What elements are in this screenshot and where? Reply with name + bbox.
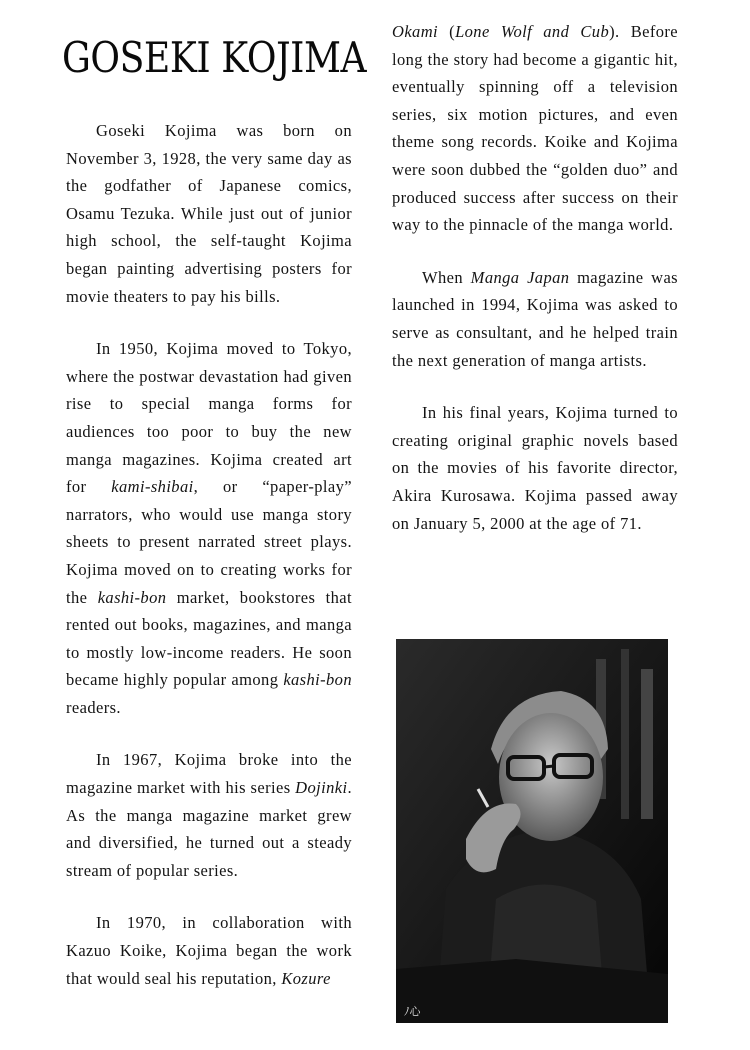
biography-paragraph-7: In his final years, Kojima turned to creating original graphic novels based on the movies of his favorite director, Akira Kurosawa. Kojima passed away on January 5, 2000 at the age of 71. — [392, 403, 678, 533]
biography-paragraph-6: When Manga Japan magazine was launched in 1994, Kojima was asked to serve as consultant, and he helped train the next generation of manga artists. — [392, 267, 679, 370]
italic-title: Lone Wolf and Cub — [455, 22, 610, 41]
italic-term: kashi-bon — [283, 670, 352, 690]
italic-title: Manga Japan — [470, 267, 570, 287]
biography-paragraph-3: In 1967, Kojima broke into the magazine market with his series Dojinki. As the manga magazine market grew and diversified, he turned out a steady stream of popular series. — [66, 750, 352, 880]
left-column — [66, 117, 352, 992]
page-title: GOSEKI KOJIMA — [62, 33, 367, 82]
portrait-illustration — [396, 639, 668, 1023]
biography-paragraph-4: In 1970, in collaboration with Kazuo Koike, Kojima began the work that would seal his reputation, Kozure — [66, 913, 352, 988]
italic-title: Kozure — [281, 968, 331, 988]
biography-paragraph-1: Goseki Kojima was born on November 3, 1928, the very same day as the godfather of Japanese comics, Osamu Tezuka. While just out of junior high school, the self-taught Kojima began painting advertising posters for movie theaters to pay his bills. — [66, 121, 352, 306]
photo-signature: ﾉ心 — [404, 1005, 421, 1018]
portrait-photo — [396, 639, 668, 1023]
right-column — [392, 18, 678, 537]
italic-title: Okami — [392, 22, 438, 41]
biography-paragraph-2: In 1950, Kojima moved to Tokyo, where the postwar devastation had given rise to special manga forms for audiences too poor to buy the new manga magazines. Kojima created art for kami-shibai, or “paper-play” narrators, who would use manga story sheets to present narrated street plays. Kojima moved on to creating works for the kashi-bon market, bookstores that rented out books, magazines, and manga to mostly low-income readers. He soon became highly popular among kashi-bon readers. — [66, 339, 352, 717]
italic-term: kashi-bon — [97, 587, 167, 607]
italic-title: Dojinki — [295, 778, 348, 798]
biography-paragraph-5: Okami (Lone Wolf and Cub). Before long the story had become a gigantic hit, eventually spinning off a television series, six motion pictures, and even theme song records. Koike and Kojima were soon dubbed the “golden duo” and produced success after success on their way to the pinnacle of the manga world. — [392, 22, 678, 235]
italic-term: kami-shibai — [111, 477, 194, 497]
